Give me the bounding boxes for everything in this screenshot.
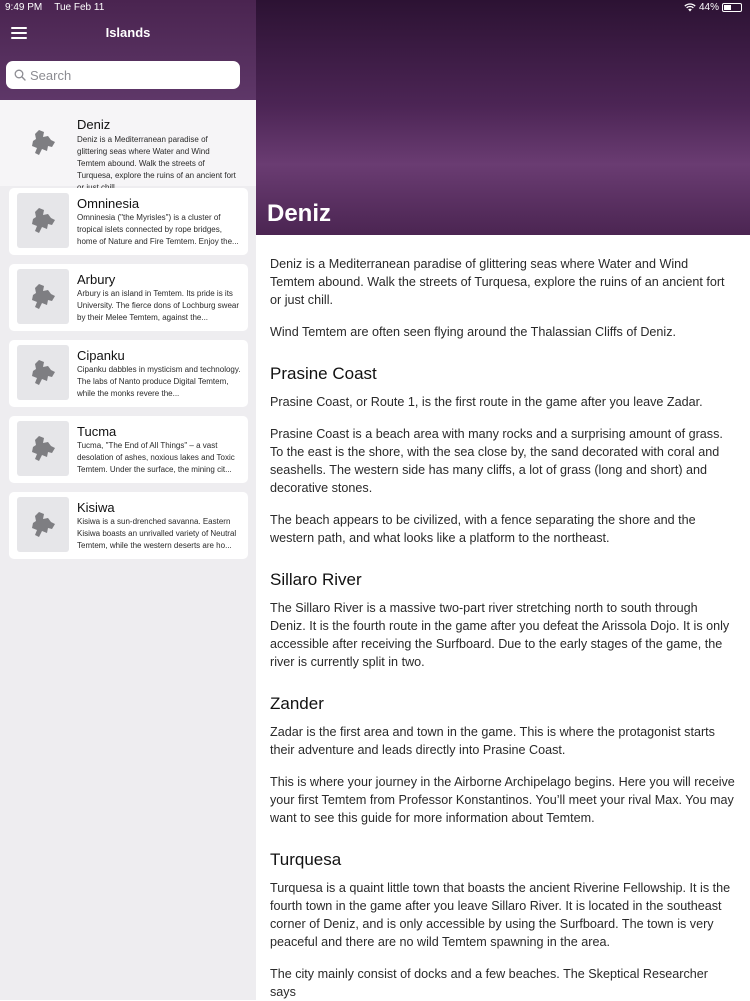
section-paragraph: The beach appears to be civilized, with a fence separating the shore and the western path, and what looks like a platform to the northeast. <box>270 513 696 545</box>
island-item-deniz[interactable] <box>0 100 256 186</box>
section-paragraph: The city mainly consist of docks and a few beaches. The Skeptical Researcher says <box>270 967 708 999</box>
sidebar-header <box>0 0 256 100</box>
detail-content <box>256 235 750 1001</box>
intro-paragraph: Wind Temtem are often seen flying around the Thalassian Cliffs of Deniz. <box>270 325 677 339</box>
status-bar-right <box>684 2 742 13</box>
island-map-icon <box>17 497 69 552</box>
island-title: Arbury <box>77 272 116 287</box>
section-heading: Prasine Coast <box>270 364 377 383</box>
section-paragraph: This is where your journey in the Airborne Archipelago begins. Here you will receive your first Temtem from Professor Konstantinos. You’ll meet your rival Max. You may want to see this guide for more information about Temtem. <box>270 775 735 825</box>
sidebar <box>0 0 256 1000</box>
island-map-icon <box>17 115 69 170</box>
detail-title: Deniz <box>267 200 332 227</box>
battery-percent: 44% <box>698 2 719 13</box>
status-bar-left <box>5 2 116 13</box>
search-input[interactable] <box>30 68 220 83</box>
island-description: Cipanku dabbles in mysticism and technology. The labs of Nanto produce Digital Temtem, while the monks revere the... <box>77 365 241 398</box>
island-description: Tucma, "The End of All Things" – a vast desolation of ashes, noxious lakes and Toxic Temtem. Under the surface, the mining cit... <box>77 441 235 474</box>
island-map-icon <box>17 421 69 476</box>
section-paragraph: Turquesa is a quaint little town that boasts the ancient Riverine Fellowship. It is the fourth town in the game after you leave Sillaro River. It is located in the southeast corner of Deniz, and is only accessible by using the Surfboard. The town is very peaceful and there are no wild Temtem spawning in the area. <box>270 881 731 949</box>
island-description: Arbury is an island in Temtem. Its pride is its University. The fierce dons of Lochburg swear by their Melee Temtem, against the... <box>77 289 240 322</box>
wifi-icon <box>684 3 696 12</box>
island-title: Deniz <box>77 117 111 132</box>
sidebar-title: Islands <box>105 25 151 40</box>
section-heading: Sillaro River <box>270 570 362 589</box>
status-time: 9:49 PM <box>5 2 43 13</box>
island-item-tucma[interactable] <box>9 416 248 483</box>
island-description: Deniz is a Mediterranean paradise of glittering seas where Water and Wind Temtem abound. Walk the streets of Turquesa, explore the ruins of an ancient fort <box>77 135 236 180</box>
island-map-icon <box>17 269 69 324</box>
island-item-kisiwa[interactable] <box>9 492 248 559</box>
island-description: Kisiwa is a sun-drenched savanna. Eastern Kisiwa boasts an unrivalled variety of Neutral Temtem, while the western deserts are ho... <box>77 517 237 550</box>
island-item-omninesia[interactable] <box>9 188 248 255</box>
battery-icon <box>722 3 742 12</box>
island-title: Tucma <box>77 424 117 439</box>
search-icon <box>14 69 26 81</box>
island-title: Kisiwa <box>77 500 115 515</box>
section-heading: Zander <box>270 694 324 713</box>
section-heading: Turquesa <box>270 850 342 869</box>
detail-header <box>256 0 750 235</box>
section-paragraph: The Sillaro River is a massive two-part river stretching north to south through Deniz. It is the fourth route in the game after you defeat the Arissola Dojo. It is only accessible after receiving the Surfboard. Due to the early stages of the game, the river is currently split in two. <box>270 601 730 669</box>
island-map-icon <box>17 345 69 400</box>
island-item-arbury[interactable] <box>9 264 248 331</box>
detail-pane[interactable] <box>256 0 750 1000</box>
section-paragraph: Prasine Coast, or Route 1, is the first route in the game after you leave Zadar. <box>270 395 703 409</box>
island-item-cipanku[interactable] <box>9 340 248 407</box>
island-description: Omninesia ("the Myrisles") is a cluster of tropical islets connected by rope bridges, home of Nature and Fire Temtem. Enjoy the... <box>77 213 239 246</box>
section-paragraph: Prasine Coast is a beach area with many rocks and a surprising amount of grass. To the east is the shore, with the sea close by, the sand decorated with coral and seashells. The western side has many cliffs, a lot of grass (long and short) and decorative stones. <box>270 427 723 495</box>
intro-paragraph: Deniz is a Mediterranean paradise of glittering seas where Water and Wind Temtem abound. Walk the streets of Turquesa, explore the ruins of an ancient fort or just chill. <box>270 257 725 307</box>
status-date: Tue Feb 11 <box>54 2 105 13</box>
island-title: Cipanku <box>77 348 125 363</box>
section-paragraph: Zadar is the first area and town in the game. This is where the protagonist starts their adventure and leads directly into Prasine Coast. <box>270 725 715 757</box>
island-title: Omninesia <box>77 196 140 211</box>
island-map-icon <box>17 193 69 248</box>
search-bar[interactable] <box>6 61 240 89</box>
